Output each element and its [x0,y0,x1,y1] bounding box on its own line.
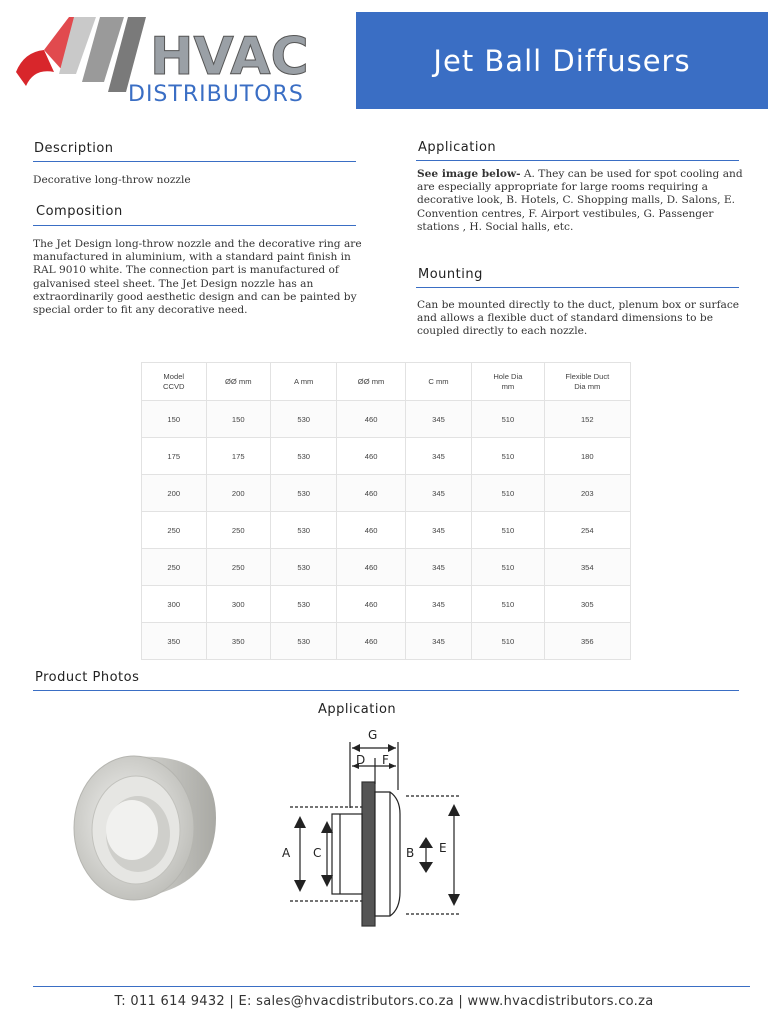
table-row [142,401,631,438]
col-header: A mm [270,363,336,401]
table-cell: 345 [405,586,471,623]
composition-rule [33,225,356,226]
table-cell: 350 [206,623,270,660]
title-banner [356,12,768,109]
table-cell: 356 [544,623,630,660]
table-cell: 460 [337,401,405,438]
label-g: G [368,728,378,742]
table-cell: 345 [405,401,471,438]
table-cell: 510 [472,623,544,660]
table-cell: 254 [544,512,630,549]
label-d: D [356,753,366,767]
table-row [142,475,631,512]
table-cell: 530 [270,475,336,512]
label-f: F [382,753,389,767]
table-cell: 300 [142,586,207,623]
table-row [142,512,631,549]
application-lead: See image below- [417,168,521,180]
page-title: Jet Ball Diffusers [433,43,691,78]
table-cell: 150 [206,401,270,438]
table-cell: 300 [206,586,270,623]
table-cell: 530 [270,401,336,438]
application-text [417,168,745,234]
composition-text: The Jet Design long-throw nozzle and the decorative ring are manufactured in aluminium, with a standard paint finish in RAL 9010 white. The connection part is manufactured of galvanised steel sheet. The Jet Design nozzle has an extraordinarily good aesthetic design and can be painted by special order to fit any decorative need. [33,238,362,317]
table-cell: 510 [472,438,544,475]
col-header: Flexible Duct Dia mm [544,363,630,401]
table-cell: 460 [337,623,405,660]
table-row [142,549,631,586]
table-cell: 510 [472,549,544,586]
diagram-heading: Application [318,702,397,717]
table-row [142,438,631,475]
table-cell: 203 [544,475,630,512]
table-row [142,586,631,623]
col-header: Hole Dia mm [472,363,544,401]
company-logo [14,12,344,112]
table-cell: 345 [405,438,471,475]
table-cell: 510 [472,401,544,438]
col-header: C mm [405,363,471,401]
application-rule [416,160,739,161]
table-cell: 305 [544,586,630,623]
table-cell: 345 [405,512,471,549]
table-cell: 250 [206,512,270,549]
table-cell: 354 [544,549,630,586]
footer-rule [33,986,750,987]
description-rule [33,161,356,162]
table-cell: 200 [142,475,207,512]
application-heading: Application [418,140,497,155]
table-cell: 530 [270,512,336,549]
table-row [142,623,631,660]
label-e: E [439,841,447,855]
spec-table-header-row [142,363,631,401]
table-cell: 345 [405,475,471,512]
col-header: Model CCVD [142,363,207,401]
table-cell: 175 [142,438,207,475]
table-cell: 345 [405,623,471,660]
mounting-heading: Mounting [418,267,483,282]
label-c: C [313,846,322,860]
table-cell: 530 [270,586,336,623]
table-cell: 350 [142,623,207,660]
composition-heading: Composition [36,204,123,219]
table-cell: 510 [472,475,544,512]
product-photos-heading: Product Photos [35,670,140,685]
table-cell: 175 [206,438,270,475]
table-cell: 460 [337,512,405,549]
product-photos-rule [33,690,739,691]
table-cell: 345 [405,549,471,586]
table-cell: 460 [337,475,405,512]
table-cell: 180 [544,438,630,475]
spec-table [141,362,631,660]
table-cell: 530 [270,438,336,475]
col-header: ØØ mm [337,363,405,401]
table-cell: 250 [206,549,270,586]
table-cell: 150 [142,401,207,438]
dimension-diagram [276,724,476,934]
table-cell: 460 [337,549,405,586]
table-cell: 460 [337,438,405,475]
application-body: A. They can be used for spot cooling and are especially appropriate for large rooms requiring a decorative look, B. Hotels, C. Shopping malls, D. Salons, E. Convention centres, F. Airport vestibules, G. Passenger stations , H. Social halls, etc. [417,168,743,233]
table-cell: 250 [142,512,207,549]
footer-contact: T: 011 614 9432 | E: sales@hvacdistributors.co.za | www.hvacdistributors.co.za [114,994,654,1009]
table-cell: 510 [472,512,544,549]
table-cell: 200 [206,475,270,512]
nozzle-photo [66,738,226,908]
description-heading: Description [34,141,114,156]
label-a: A [282,846,291,860]
col-header: ØØ mm [206,363,270,401]
logo-swoosh-icon [16,17,146,92]
logo-line2: DISTRIBUTORS [128,82,304,107]
table-cell: 510 [472,586,544,623]
table-cell: 530 [270,549,336,586]
table-cell: 530 [270,623,336,660]
label-b: B [406,846,415,860]
logo-line1: HVAC [150,27,309,87]
table-cell: 152 [544,401,630,438]
table-cell: 250 [142,549,207,586]
mounting-text: Can be mounted directly to the duct, plenum box or surface and allows a flexible duct of standard dimensions to be coupled directly to each nozzle. [417,299,740,338]
description-text: Decorative long-throw nozzle [33,174,191,186]
table-cell: 460 [337,586,405,623]
mounting-rule [416,287,739,288]
